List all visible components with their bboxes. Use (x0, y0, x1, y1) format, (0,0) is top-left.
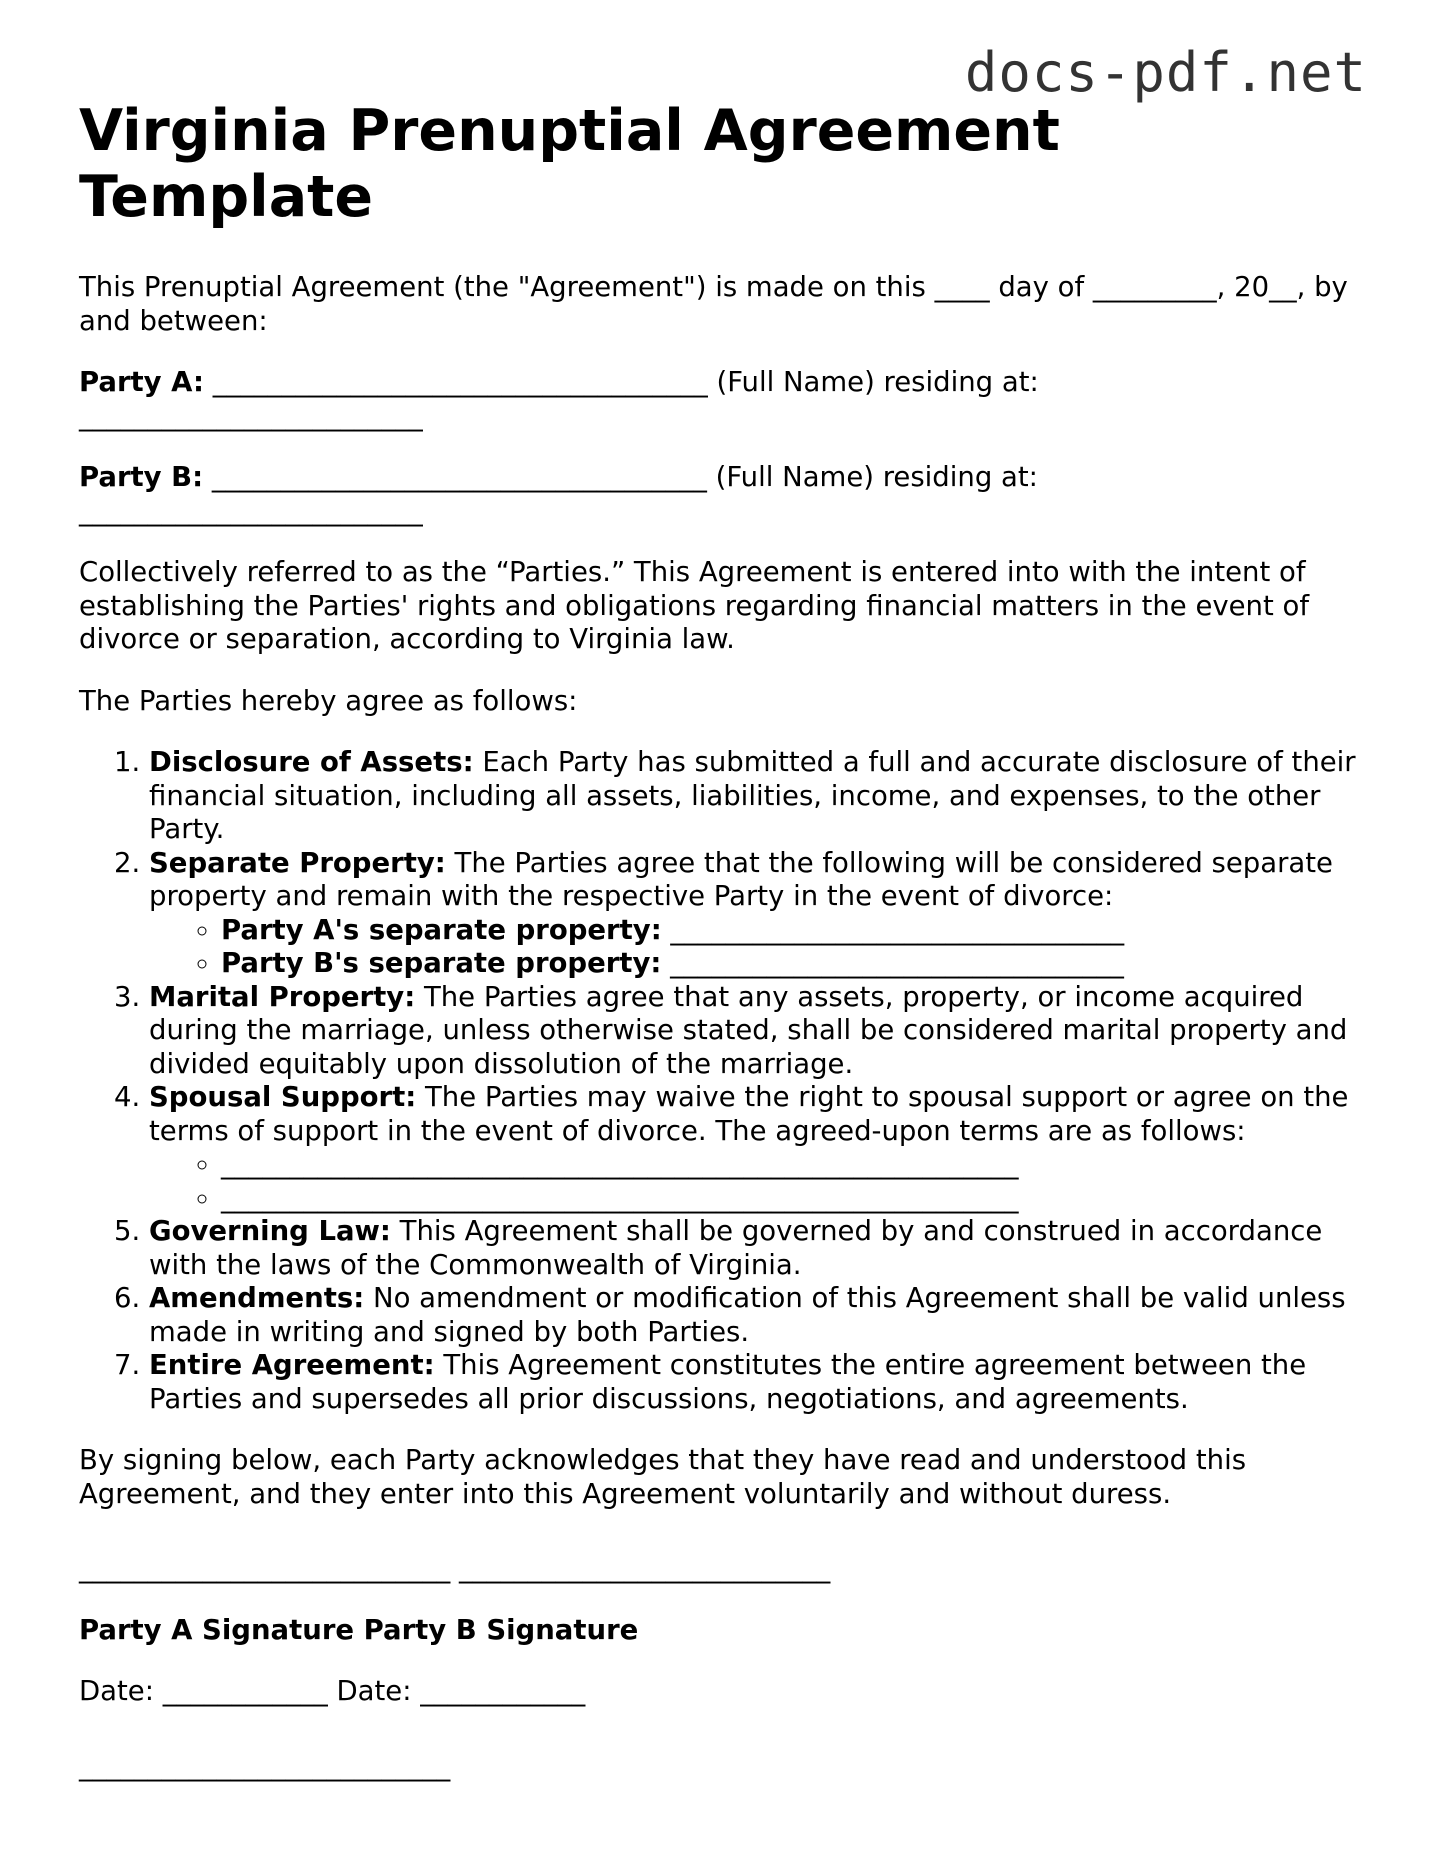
clause-heading: Disclosure of Assets: (149, 746, 474, 778)
sub-item-blank: _________________________________ (661, 947, 1124, 979)
bottom-signature-line: ___________________________ (79, 1749, 451, 1782)
clause-text: The Parties may waive the right to spousal support or agree on the terms of support in the event of divorce. The agreed-upon terms are as follows: (149, 1081, 1349, 1147)
sub-item-blank: __________________________________________________________ (221, 1181, 1019, 1214)
intro-paragraph: This Prenuptial Agreement (the "Agreement") is made on this ____ day of _________, 20__, by and between: (79, 271, 1348, 337)
party-a-fields: ____________________________________ (Full Name) residing at: _________________________ (79, 366, 1039, 432)
clause-text: No amendment or modification of this Agreement shall be valid unless made in writing and signed by both Parties. (149, 1282, 1346, 1348)
watermark: docs-pdf.net (964, 41, 1367, 104)
clause-heading: Amendments: (149, 1282, 365, 1314)
sub-item-label: Party B's separate property: (221, 947, 662, 979)
sub-item (221, 947, 1369, 981)
signature-lines: ___________________________ ___________________________ (79, 1552, 831, 1584)
party-b-fields: ____________________________________ (Full Name) residing at: _________________________ (79, 461, 1038, 527)
sub-item-label: Party A's separate property: (221, 913, 662, 946)
spousal-terms-list (149, 1148, 1369, 1215)
separate-property-list (149, 914, 1369, 981)
document-body (79, 98, 1369, 1783)
clause-text: The Parties agree that the following will be considered separate property and remain with the respective Party in the event of divorce: (149, 846, 1333, 912)
party-a-label: Party A: (79, 366, 204, 398)
clause-text: Each Party has submitted a full and accurate disclosure of their financial situation, including all assets, liabilities, income, and expenses, to the other Party. (149, 746, 1356, 845)
clause-amendments (149, 1282, 1369, 1349)
clause-heading: Separate Property: (149, 846, 446, 879)
sub-item-blank: _________________________________ (661, 913, 1125, 946)
party-b-line (79, 461, 1369, 528)
clause-separate-property (149, 847, 1369, 981)
clause-heading: Marital Property: (149, 980, 416, 1013)
clause-text: This Agreement constitutes the entire agreement between the Parties and supersedes all prior discussions, negotiations, and agreements. (149, 1349, 1307, 1415)
date-line: Date: ____________ Date: ____________ (79, 1675, 586, 1707)
clause-heading: Spousal Support: (149, 1081, 417, 1113)
clause-text: The Parties agree that any assets, property, or income acquired during the marriage, unless otherwise stated, shall be considered marital property and divided equitably upon dissolution of the marriage. (149, 980, 1348, 1080)
sub-item-blank: __________________________________________________________ (221, 1148, 1019, 1180)
clause-heading: Entire Agreement: (149, 1349, 435, 1381)
sub-item (221, 914, 1369, 948)
clause-governing-law (149, 1215, 1369, 1282)
clause-entire-agreement (149, 1349, 1369, 1416)
party-a-line (79, 366, 1369, 433)
sub-item (221, 1148, 1369, 1182)
clause-spousal-support (149, 1081, 1369, 1215)
closing-paragraph: By signing below, each Party acknowledges that they have read and understood this Agreement, and they enter into this Agreement voluntarily and without duress. (79, 1444, 1247, 1510)
clause-disclosure (149, 746, 1369, 847)
agree-lead: The Parties hereby agree as follows: (79, 684, 578, 717)
clause-text: This Agreement shall be governed by and construed in accordance with the laws of the Commonwealth of Virginia. (149, 1215, 1323, 1281)
party-b-label: Party B: (79, 461, 204, 493)
page-title: Virginia Prenuptial Agreement Template (79, 98, 1060, 230)
collectively-paragraph: Collectively referred to as the “Parties.” This Agreement is entered into with the intent of establishing the Parties' rights and obligations regarding financial matters in the event of divorce or separation, according to Virginia law. (79, 556, 1310, 655)
clause-list (79, 746, 1369, 1416)
clause-heading: Governing Law: (149, 1215, 391, 1247)
signature-labels: Party A Signature Party B Signature (79, 1613, 639, 1646)
clause-marital-property (149, 981, 1369, 1082)
sub-item (221, 1182, 1369, 1216)
